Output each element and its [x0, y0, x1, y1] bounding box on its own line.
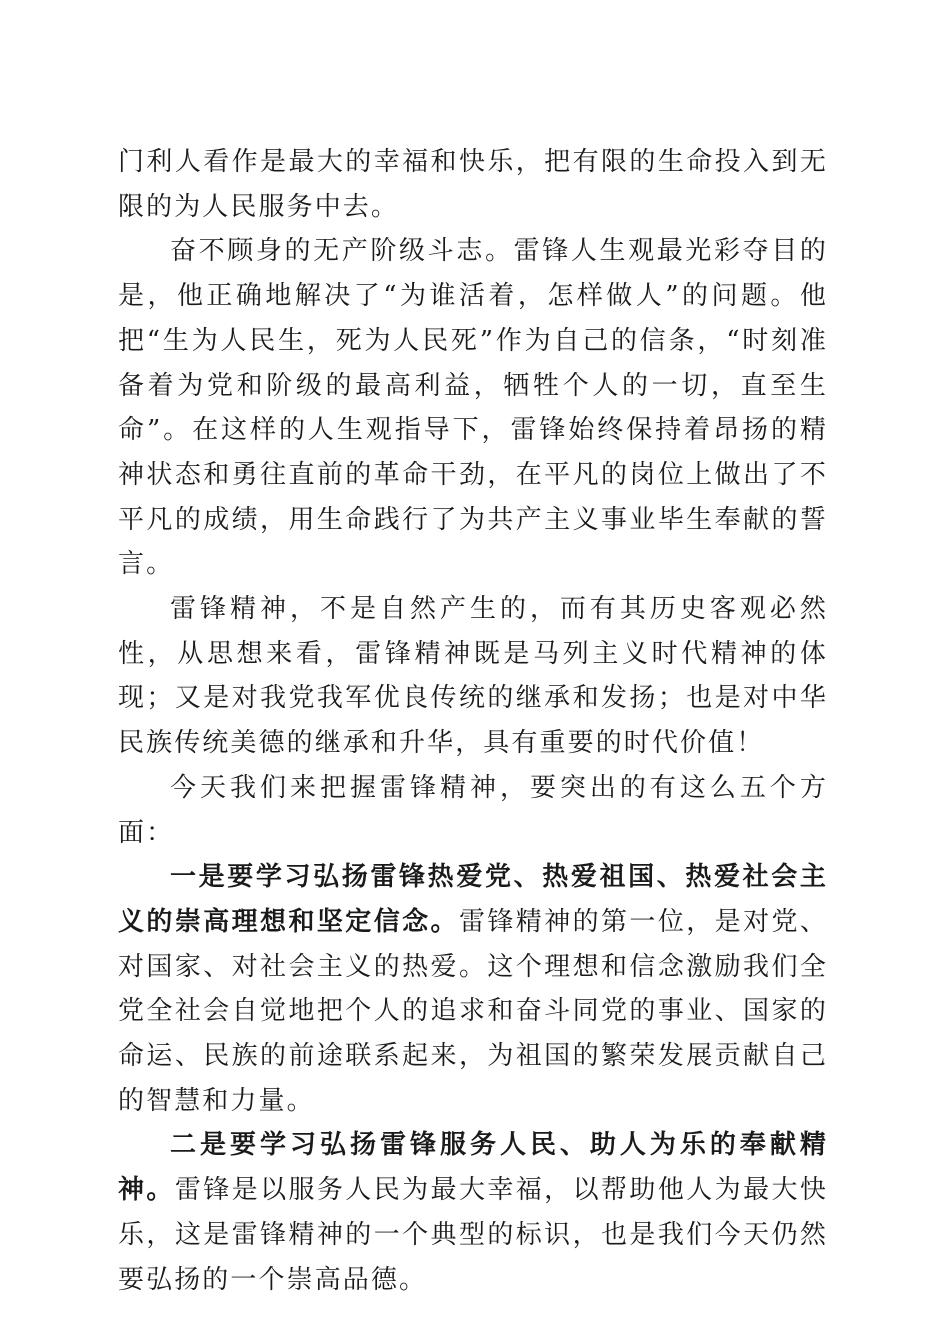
paragraph-text: 雷锋是以服务人民为最大幸福，以帮助他人为最大快乐，这是雷锋精神的一个典型的标识，也是我们今天仍然要弘扬的一个崇高品德。: [118, 1175, 828, 1295]
paragraph-lead-bold: 一是要学习弘扬雷锋热爱党、热爱祖国、热爱社会主义的崇高理想和坚定信念。: [118, 862, 828, 937]
document-body: [118, 140, 828, 1302]
paragraph-text: 今天我们来把握雷锋精神，要突出的有这么五个方面：: [118, 772, 828, 848]
paragraph-lei-feng-spirit-origin: [118, 587, 828, 766]
paragraph-point-two: [118, 1123, 828, 1302]
paragraph-five-aspects-intro: [118, 766, 828, 855]
paragraph-point-one: [118, 855, 828, 1123]
paragraph-continuation: [118, 140, 828, 229]
paragraph-text: 雷锋精神的第一位，是对党、对国家、对社会主义的热爱。这个理想和信念激励我们全党全社会自觉地把个人的追求和奋斗同党的事业、国家的命运、民族的前途联系起来，为祖国的繁荣发展贡献自己的智慧和力量。: [118, 906, 828, 1116]
paragraph-lead-bold: 二是要学习弘扬雷锋服务人民、助人为乐的奉献精神。: [118, 1130, 828, 1206]
paragraph-text: 门利人看作是最大的幸福和快乐，把有限的生命投入到无限的为人民服务中去。: [118, 147, 828, 222]
paragraph-proletarian-spirit: [118, 229, 828, 587]
paragraph-text: 雷锋精神，不是自然产生的，而有其历史客观必然性，从思想来看，雷锋精神既是马列主义时代精神的体现；又是对我党我军优良传统的继承和发扬；也是对中华民族传统美德的继承和升华，具有重要的时代价值！: [118, 594, 828, 759]
paragraph-text: 奋不顾身的无产阶级斗志。雷锋人生观最光彩夺目的是，他正确地解决了“为谁活着，怎样做人”的问题。他把“生为人民生，死为人民死”作为自己的信条，“时刻准备着为党和阶级的最高利益，牺牲个人的一切，直至生命”。在这样的人生观指导下，雷锋始终保持着昂扬的精神状态和勇往直前的革命干劲，在平凡的岗位上做出了不平凡的成绩，用生命践行了为共产主义事业毕生奉献的誓言。: [118, 236, 828, 580]
